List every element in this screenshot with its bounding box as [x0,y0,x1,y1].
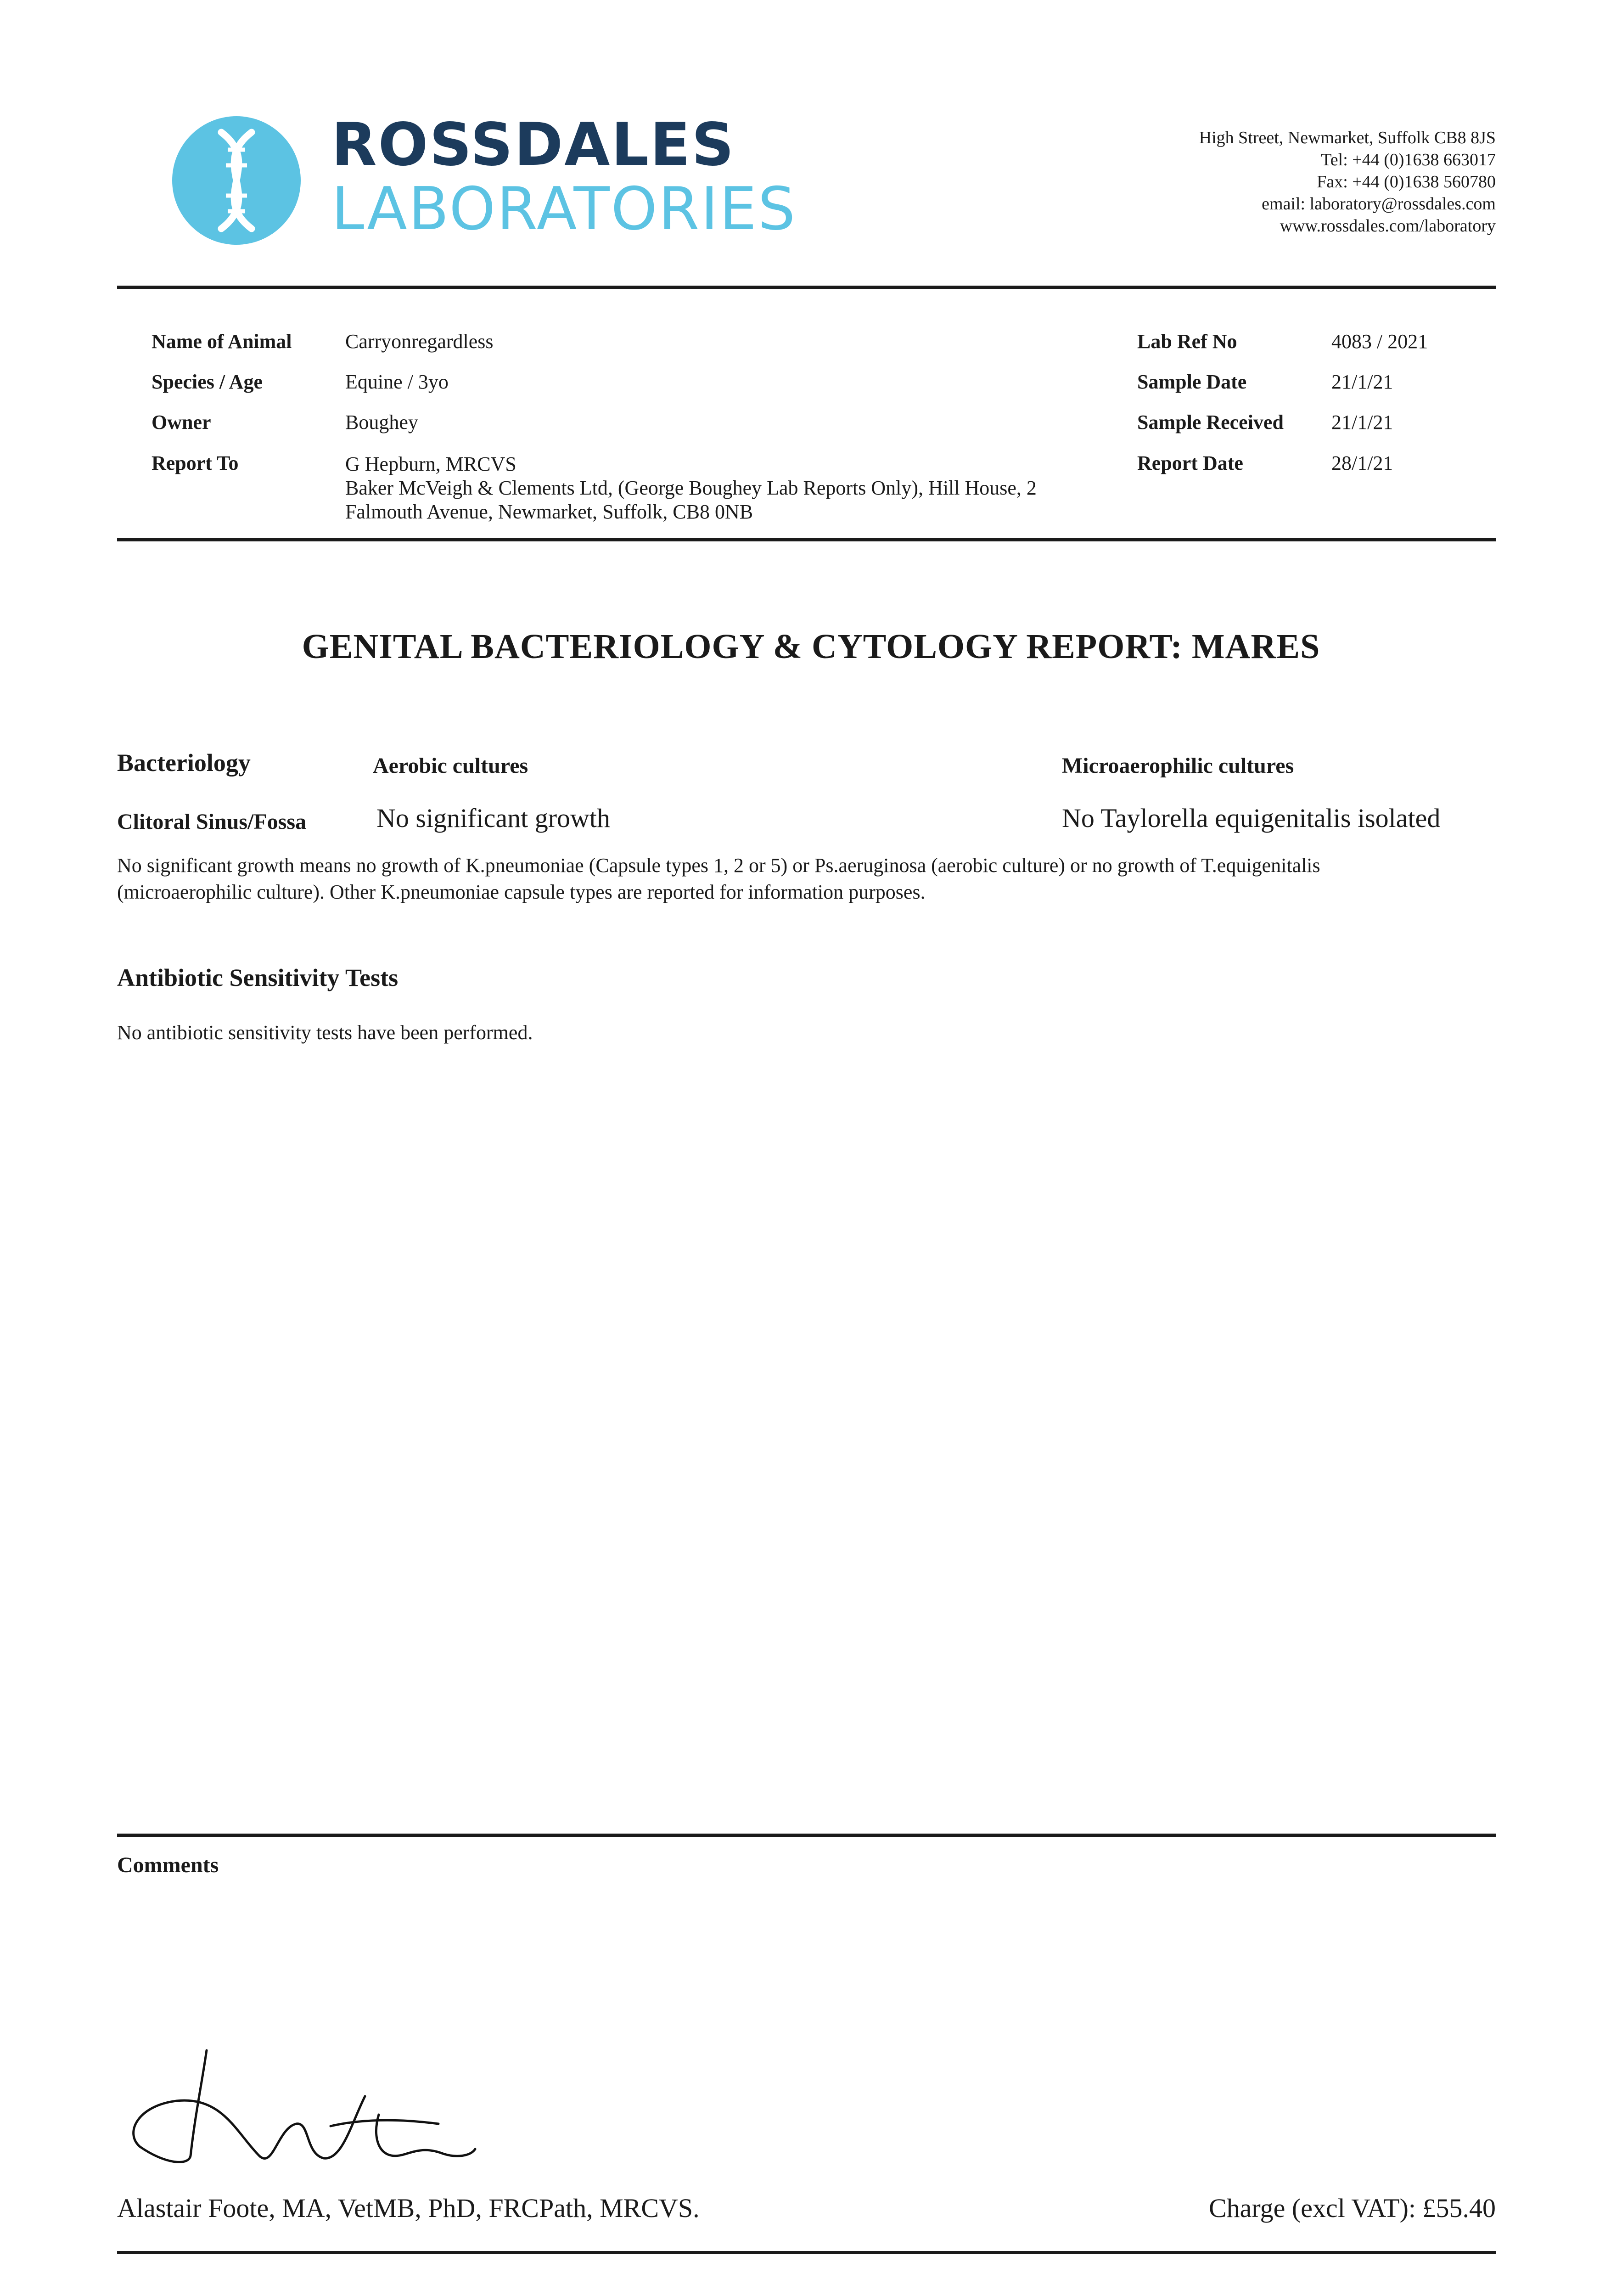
lab-ref-label: Lab Ref No [1137,330,1237,353]
report-date-value: 28/1/21 [1331,452,1393,474]
signature-image [122,2046,480,2174]
header-divider [117,286,1496,289]
aerobic-cultures-heading: Aerobic cultures [373,754,528,778]
info-divider [117,538,1496,541]
sample-received-value: 21/1/21 [1331,411,1393,433]
sample-date-value: 21/1/21 [1331,371,1393,393]
contact-address: High Street, Newmarket, Suffolk CB8 8JS [1199,128,1496,147]
species-age-label: Species / Age [152,371,263,393]
sample-date-label: Sample Date [1137,371,1247,393]
bacteriology-heading: Bacteriology [117,749,251,777]
aerobic-result: No significant growth [376,803,611,833]
report-to-value [345,452,1037,524]
report-title: GENITAL BACTERIOLOGY & CYTOLOGY REPORT: MARES [302,627,1320,666]
bacteriology-note [117,852,1496,906]
microaerophilic-cultures-heading: Microaerophilic cultures [1062,754,1294,778]
microaerophilic-result: No Taylorella equigenitalis isolated [1062,803,1441,833]
name-of-animal-label: Name of Animal [152,330,292,353]
charge-amount: Charge (excl VAT): £55.40 [1208,2193,1496,2223]
comments-divider [117,1834,1496,1837]
contact-tel: Tel: +44 (0)1638 663017 [1321,150,1496,169]
report-to-line: Baker McVeigh & Clements Ltd, (George Boughey Lab Reports Only), Hill House, 2 [345,477,1037,499]
sensitivity-text: No antibiotic sensitivity tests have been performed. [117,1021,533,1044]
report-to-line: G Hepburn, MRCVS [345,453,516,475]
name-of-animal-value: Carryonregardless [345,330,494,353]
contact-email: email: laboratory@rossdales.com [1262,194,1496,214]
brand-name-line2: LABORATORIES [331,175,797,243]
owner-value: Boughey [345,411,418,433]
contact-website: www.rossdales.com/laboratory [1280,216,1496,236]
signatory-name: Alastair Foote, MA, VetMB, PhD, FRCPath, MRCVS. [117,2193,700,2223]
note-line: No significant growth means no growth of K.pneumoniae (Capsule types 1, 2 or 5) or Ps.aeruginosa (aerobic culture) or no growth of T.equigenitalis [117,854,1320,877]
note-line: (microaerophilic culture). Other K.pneumoniae capsule types are reported for information purposes. [117,881,926,903]
comments-heading: Comments [117,1853,219,1877]
owner-label: Owner [152,411,211,433]
brand-name-line1: ROSSDALES [331,111,735,179]
species-age-value: Equine / 3yo [345,371,449,393]
contact-block [1199,127,1496,237]
sample-received-label: Sample Received [1137,411,1284,433]
report-to-label: Report To [152,452,239,474]
report-to-line: Falmouth Avenue, Newmarket, Suffolk, CB8 0NB [345,501,753,523]
sensitivity-heading: Antibiotic Sensitivity Tests [117,964,398,991]
site-label: Clitoral Sinus/Fossa [117,810,307,834]
report-date-label: Report Date [1137,452,1243,474]
footer-divider [117,2251,1496,2254]
lab-ref-value: 4083 / 2021 [1331,330,1428,353]
contact-fax: Fax: +44 (0)1638 560780 [1317,172,1496,191]
dna-helix-icon [170,114,303,247]
